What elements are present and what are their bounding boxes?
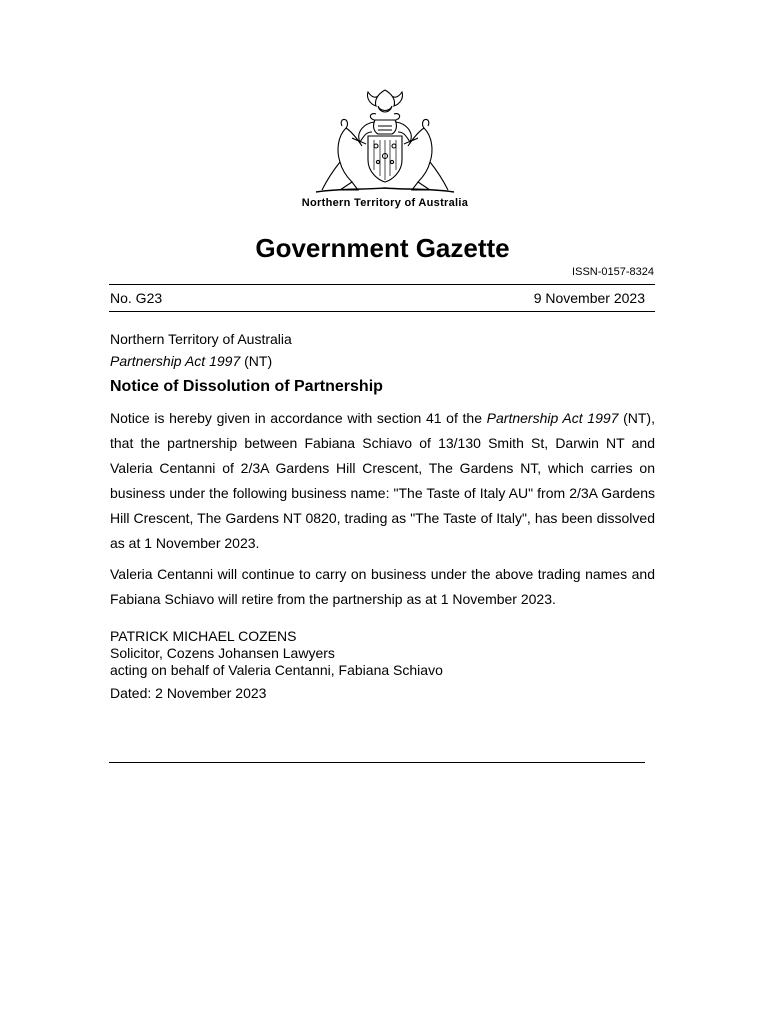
act-suffix: (NT)	[240, 353, 273, 369]
signatory-behalf: acting on behalf of Valeria Centanni, Fabiana Schiavo	[110, 662, 443, 678]
dated-line: Dated: 2 November 2023	[110, 685, 267, 701]
notice-heading: Notice of Dissolution of Partnership	[110, 378, 383, 395]
notice-body	[110, 328, 655, 702]
notice-end-rule	[109, 762, 645, 763]
para1-intro: Notice is hereby given in accordance with section 41 of the	[110, 410, 487, 426]
signatory-role: Solicitor, Cozens Johansen Lawyers	[110, 645, 335, 661]
header-rule-top	[109, 284, 655, 285]
act-title: Partnership Act 1997	[110, 353, 241, 369]
notice-paragraph-2: Valeria Centanni will continue to carry on business under the above trading names and Fabiana Schiavo will retire from the partnership as at 1 November 2023.	[110, 566, 655, 607]
issue-number: No. G23	[110, 290, 163, 306]
signatory-name: PATRICK MICHAEL COZENS	[110, 628, 297, 644]
issn-number: ISSN-0157-8324	[572, 266, 654, 278]
notice-paragraph-1	[110, 406, 655, 556]
header-rule-bottom	[109, 311, 655, 312]
notice-jurisdiction: Northern Territory of Australia	[110, 331, 292, 347]
para1-act: Partnership Act 1997	[486, 410, 619, 426]
signature-block	[110, 628, 655, 679]
coat-of-arms-emblem	[312, 86, 458, 196]
gazette-title: Government Gazette	[255, 233, 510, 263]
para1-rest: (NT), that the partnership between Fabiana Schiavo of 13/130 Smith St, Darwin NT and Valeria Centanni of 2/3A Gardens Hill Crescent, The Gardens NT, which carries on business under the following business name: "The Taste of Italy AU" from 2/3A Gardens Hill Crescent, The Gardens NT 0820, trading as "The Taste of Italy", has been dissolved as at 1 November 2023.	[110, 410, 655, 551]
crest-caption: Northern Territory of Australia	[301, 197, 469, 209]
notice-act	[110, 350, 655, 372]
issue-date: 9 November 2023	[533, 290, 645, 306]
